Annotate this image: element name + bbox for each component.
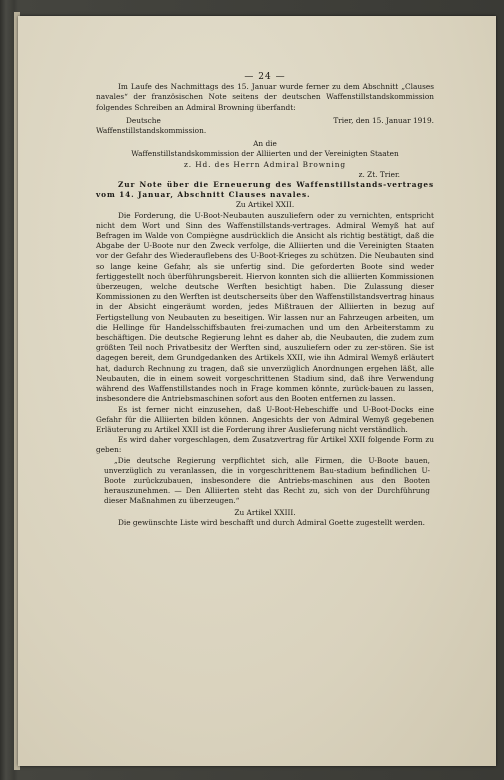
document-text <box>96 72 434 528</box>
addressee-line2: Waffenstillstandskommission der Alliierten und der Vereinigten Staaten <box>131 149 399 159</box>
subject-line: Zur Note über die Erneuerung des Waffenstillstands-vertrages vom 14. Januar, Abschnitt Clauses navales. <box>96 180 434 200</box>
place-date: Trier, den 15. Januar 1919. <box>333 115 434 125</box>
sender-line2: Waffenstillstandskommission. <box>96 126 207 136</box>
page-number: — 24 — <box>244 72 286 82</box>
sender-line1: Deutsche <box>126 115 161 125</box>
heading-article-xxii: Zu Artikel XXII. <box>235 200 295 210</box>
letter-header <box>96 116 434 126</box>
addressee-line3: z. Hd. des Herrn Admiral Browning <box>183 159 346 169</box>
addressee-line1: An die <box>253 139 277 149</box>
heading-article-xxiii: Zu Artikel XXIII. <box>234 507 296 517</box>
paragraph-2: Es ist ferner nicht einzusehen, daß U-Boot-Hebeschiffe und U-Boot-Docks eine Gefahr für die Alliierten bilden können. Angesichts der von Admiral Wemyß gegebenen Erläuterung zu Artikel XXII ist die Forderung ihrer Auslieferung nicht verständlich. <box>96 404 434 434</box>
intro-paragraph: Im Laufe des Nachmittags des 15. Januar wurde ferner zu dem Abschnitt „Clauses navales“ der französischen Note seitens der deutschen Waffenstillstandskommission folgendes Schreiben an Admiral Browning überfandt: <box>96 82 434 112</box>
proposed-text-quote: „Die deutsche Regierung verpflichtet sich, alle Firmen, die U-Boote bauen, unverzüglich zu veranlassen, die in vorgeschrittenem Bau-stadium befindlichen U-Boote zurückzubauen, insbesondere die Antriebs-maschinen aus den Booten herauszunehmen. — Den Alliierten steht das Recht zu, sich von der Durchführung dieser Maßnahmen zu überzeugen.“ <box>104 455 430 506</box>
paragraph-3: Es wird daher vorgeschlagen, dem Zusatzvertrag für Artikel XXII folgende Form zu geben: <box>96 435 434 455</box>
paragraph-1: Die Forderung, die U-Boot-Neubauten auszuliefern oder zu vernichten, entspricht nicht dem Wort und Sinn des Waffenstillstands-vertrages. Admiral Wemyß hat auf Befragen im Walde von Compiègne ausdrücklich die Ansicht als richtig bestätigt, daß die Abgabe der U-Boote nur den Zweck verfolge, die Alliierten und die Vereinigten Staaten vor der Gefahr des Wiederauflebens des U-Boot-Krieges zu schützen. Die Neubauten sind so lange keine Gefahr, als sie unfertig sind. Die geforderten Boote sind weder fertiggestellt noch überführungsbereit. Hiervon konnten sich die alliierten Kommissionen überzeugen, welche deutsche Werften besichtigt haben. Die Zulassung dieser Kommissionen zu den Werften ist deutscherseits über den Waffenstillstandsvertrag hinaus in der Absicht eingeräumt worden, jedes Mißtrauen der Alliierten in bezug auf Fertigstellung von Neubauten zu beseitigen. Wir lassen nur an Fahrzeugen arbeiten, um die Hellinge für Handelsschiffsbauten frei-zumachen und um den Arbeiterstamm zu beschäftigen. Die deutsche Regierung lehnt es daher ab, die Neubauten, die zudem zum größten Teil noch Privatbesitz der Werften sind, auszuliefern oder zu zer-stören. Sie ist dagegen bereit, dem Grundgedanken des Artikels XXII, wie ihn Admiral Wemyß erläutert hat, dadurch Rechnung zu tragen, daß sie unverzüglich Anordnungen ergehen läßt, alle Neubauten, die in einem soweit vorgeschrittenen Stadium sind, daß ihre Verwendung während des Waffenstillstandes noch in Frage kommen könnte, zurück-bauen zu lassen, insbesondere die Antriebsmaschinen sofort aus den Booten entfernen zu lassen. <box>96 210 434 404</box>
paragraph-4: Die gewünschte Liste wird beschafft und durch Admiral Goette zugestellt werden. <box>118 517 425 527</box>
addressee-line4: z. Zt. Trier. <box>358 169 400 179</box>
